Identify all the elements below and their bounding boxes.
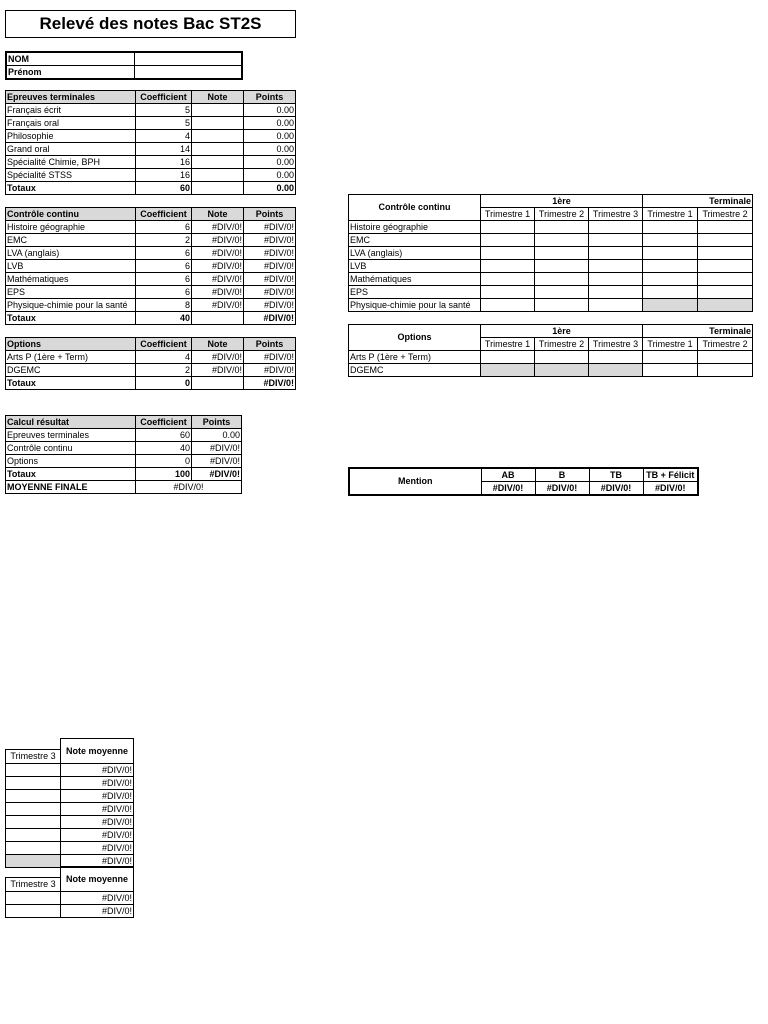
trim3-cell[interactable]: [6, 803, 61, 816]
table-row: [349, 260, 753, 273]
row-points: #DIV/0!: [192, 442, 242, 455]
grade-cell: [698, 299, 753, 312]
mention-table: [348, 467, 699, 496]
avg-value: #DIV/0!: [61, 803, 134, 816]
row-points: #DIV/0!: [192, 455, 242, 468]
table-row: [6, 842, 134, 855]
table-row: [6, 143, 296, 156]
table-row: [6, 234, 296, 247]
row-label: Grand oral: [6, 143, 136, 156]
opt-grid-trim: Trimestre 3: [589, 338, 643, 351]
row-note[interactable]: #DIV/0!: [192, 286, 244, 299]
controle-header-points: Points: [244, 208, 296, 221]
table-row: [349, 351, 753, 364]
grade-cell[interactable]: [698, 286, 753, 299]
avg-value: #DIV/0!: [61, 892, 134, 905]
row-coef: 5: [136, 117, 192, 130]
row-coef: 2: [136, 364, 192, 377]
identity-table: [5, 51, 243, 80]
row-label: Français oral: [6, 117, 136, 130]
row-points: #DIV/0!: [244, 234, 296, 247]
grade-cell[interactable]: [535, 351, 589, 364]
row-label: DGEMC: [6, 364, 136, 377]
total-note: [192, 312, 244, 325]
grade-cell[interactable]: [589, 221, 643, 234]
total-row: [6, 182, 296, 195]
grade-cell[interactable]: [535, 221, 589, 234]
table-row: [349, 221, 753, 234]
grid-row-label: Physique-chimie pour la santé: [349, 299, 481, 312]
row-points: #DIV/0!: [244, 299, 296, 312]
row-label: Français écrit: [6, 104, 136, 117]
grade-cell[interactable]: [535, 273, 589, 286]
row-coef: 4: [136, 351, 192, 364]
cc-grid-trim: Trimestre 1: [643, 208, 698, 221]
row-points: #DIV/0!: [244, 260, 296, 273]
row-label: Contrôle continu: [6, 442, 136, 455]
table-row: [6, 156, 296, 169]
row-points: #DIV/0!: [244, 351, 296, 364]
mention-value-ab: #DIV/0!: [481, 482, 535, 496]
grid-row-label: Histoire géographie: [349, 221, 481, 234]
table-row: [6, 273, 296, 286]
trim3-cell[interactable]: [6, 790, 61, 803]
row-label: Spécialité STSS: [6, 169, 136, 182]
row-points: #DIV/0!: [244, 364, 296, 377]
total-label: Totaux: [6, 468, 136, 481]
grade-cell[interactable]: [535, 286, 589, 299]
table-row: [6, 442, 242, 455]
table-row: [6, 892, 134, 905]
opt-grid-title: Options: [349, 325, 481, 351]
row-points: 0.00: [244, 104, 296, 117]
total-points: 0.00: [244, 182, 296, 195]
controle-table: [5, 207, 296, 325]
grade-cell[interactable]: [589, 247, 643, 260]
table-row: [6, 117, 296, 130]
trim3-cell[interactable]: [6, 816, 61, 829]
row-note[interactable]: [192, 169, 244, 182]
table-row: [6, 221, 296, 234]
grade-cell[interactable]: [481, 234, 535, 247]
row-note[interactable]: #DIV/0!: [192, 247, 244, 260]
total-points: #DIV/0!: [192, 468, 242, 481]
row-coef: 8: [136, 299, 192, 312]
grade-cell[interactable]: [481, 351, 535, 364]
table-row: [6, 364, 296, 377]
grid-row-label: LVA (anglais): [349, 247, 481, 260]
grade-cell[interactable]: [589, 260, 643, 273]
grade-cell[interactable]: [698, 364, 753, 377]
table-row: [6, 764, 134, 777]
row-points: 0.00: [244, 156, 296, 169]
row-coef: 6: [136, 260, 192, 273]
row-points: 0.00: [244, 169, 296, 182]
row-label: Philosophie: [6, 130, 136, 143]
prenom-label: Prénom: [6, 66, 134, 80]
total-coef: 40: [136, 312, 192, 325]
row-coef: 40: [136, 442, 192, 455]
row-coef: 16: [136, 156, 192, 169]
row-note[interactable]: #DIV/0!: [192, 364, 244, 377]
total-note: [192, 377, 244, 390]
row-note[interactable]: [192, 117, 244, 130]
row-note[interactable]: #DIV/0!: [192, 221, 244, 234]
row-note[interactable]: [192, 143, 244, 156]
grade-cell[interactable]: [535, 260, 589, 273]
table-row: [6, 260, 296, 273]
table-row: [349, 299, 753, 312]
total-row: [6, 468, 242, 481]
table-row: [6, 286, 296, 299]
table-row: [349, 273, 753, 286]
grade-cell[interactable]: [643, 247, 698, 260]
total-note: [192, 182, 244, 195]
row-points: 0.00: [244, 143, 296, 156]
mention-header-ab: AB: [481, 468, 535, 482]
total-coef: 100: [136, 468, 192, 481]
grade-cell[interactable]: [589, 273, 643, 286]
nom-input[interactable]: [134, 52, 242, 66]
total-coef: 0: [136, 377, 192, 390]
table-row: [6, 829, 134, 842]
row-label: Spécialité Chimie, BPH: [6, 156, 136, 169]
grade-cell: [535, 364, 589, 377]
avg-value: #DIV/0!: [61, 764, 134, 777]
row-label: Histoire géographie: [6, 221, 136, 234]
mention-header-tb: TB: [589, 468, 643, 482]
row-label: Epreuves terminales: [6, 429, 136, 442]
row-note[interactable]: #DIV/0!: [192, 299, 244, 312]
cc-avg-header: Note moyenne: [61, 739, 134, 764]
row-label: Mathématiques: [6, 273, 136, 286]
total-label: Totaux: [6, 182, 136, 195]
opt-avg-table: [5, 866, 134, 918]
cc-grid-year1: 1ère: [481, 195, 643, 208]
avg-value: #DIV/0!: [61, 855, 134, 868]
table-row: [6, 169, 296, 182]
row-label: Options: [6, 455, 136, 468]
grade-cell[interactable]: [643, 286, 698, 299]
row-points: #DIV/0!: [244, 273, 296, 286]
grade-cell[interactable]: [698, 260, 753, 273]
row-coef: 6: [136, 221, 192, 234]
total-label: Totaux: [6, 312, 136, 325]
epreuves-header-note: Note: [192, 91, 244, 104]
calcul-header-coef: Coefficient: [136, 416, 192, 429]
trim3-cell[interactable]: [6, 842, 61, 855]
grid-row-label: EPS: [349, 286, 481, 299]
row-coef: 6: [136, 286, 192, 299]
trim3-cell[interactable]: [6, 764, 61, 777]
table-row: [6, 816, 134, 829]
grid-row-label: DGEMC: [349, 364, 481, 377]
opt-grid-trim: Trimestre 2: [535, 338, 589, 351]
grade-cell[interactable]: [643, 221, 698, 234]
row-points: #DIV/0!: [244, 247, 296, 260]
row-coef: 6: [136, 273, 192, 286]
trim3-cell[interactable]: [6, 905, 61, 918]
grade-cell: [643, 299, 698, 312]
opt-grid-year2: Terminale: [643, 325, 753, 338]
mention-value-tbf: #DIV/0!: [643, 482, 698, 496]
options-header-points: Points: [244, 338, 296, 351]
total-coef: 60: [136, 182, 192, 195]
table-row: [6, 777, 134, 790]
cc-grid-title: Contrôle continu: [349, 195, 481, 221]
total-points: #DIV/0!: [244, 312, 296, 325]
row-coef: 0: [136, 455, 192, 468]
total-points: #DIV/0!: [244, 377, 296, 390]
table-row: [6, 351, 296, 364]
row-note[interactable]: #DIV/0!: [192, 273, 244, 286]
mention-header-tbf: TB + Félicit: [643, 468, 698, 482]
row-label: Physique-chimie pour la santé: [6, 299, 136, 312]
calcul-header-points: Points: [192, 416, 242, 429]
grade-cell[interactable]: [481, 286, 535, 299]
mention-value-b: #DIV/0!: [535, 482, 589, 496]
total-row: [6, 312, 296, 325]
row-coef: 2: [136, 234, 192, 247]
grade-cell[interactable]: [481, 260, 535, 273]
grade-cell[interactable]: [643, 351, 698, 364]
cc-grid-table: [348, 194, 753, 312]
opt-avg-trim-header: Trimestre 3: [6, 878, 61, 892]
avg-value: #DIV/0!: [61, 905, 134, 918]
grade-cell[interactable]: [698, 247, 753, 260]
table-row: [6, 429, 242, 442]
grade-cell[interactable]: [535, 247, 589, 260]
cc-grid-trim: Trimestre 2: [698, 208, 753, 221]
grade-cell[interactable]: [535, 234, 589, 247]
grade-cell[interactable]: [643, 234, 698, 247]
row-note[interactable]: #DIV/0!: [192, 234, 244, 247]
trim3-cell[interactable]: [6, 777, 61, 790]
row-label: LVB: [6, 260, 136, 273]
epreuves-header-label: Epreuves terminales: [6, 91, 136, 104]
mention-value-tb: #DIV/0!: [589, 482, 643, 496]
row-label: LVA (anglais): [6, 247, 136, 260]
row-note[interactable]: [192, 156, 244, 169]
row-coef: 60: [136, 429, 192, 442]
opt-grid-year1: 1ère: [481, 325, 643, 338]
final-value: #DIV/0!: [136, 481, 242, 494]
row-coef: 6: [136, 247, 192, 260]
grid-row-label: Mathématiques: [349, 273, 481, 286]
row-label: EPS: [6, 286, 136, 299]
controle-header-label: Contrôle continu: [6, 208, 136, 221]
nom-label: NOM: [6, 52, 134, 66]
epreuves-header-coef: Coefficient: [136, 91, 192, 104]
row-coef: 5: [136, 104, 192, 117]
row-points: 0.00: [192, 429, 242, 442]
grade-cell[interactable]: [589, 299, 643, 312]
grid-row-label: Arts P (1ère + Term): [349, 351, 481, 364]
trim3-cell[interactable]: [6, 892, 61, 905]
cc-avg-trim-header: Trimestre 3: [6, 750, 61, 764]
cc-grid-trim: Trimestre 3: [589, 208, 643, 221]
grade-cell[interactable]: [589, 351, 643, 364]
avg-value: #DIV/0!: [61, 829, 134, 842]
grade-cell: [589, 364, 643, 377]
grade-cell[interactable]: [643, 260, 698, 273]
table-row: [6, 247, 296, 260]
opt-grid-trim: Trimestre 1: [481, 338, 535, 351]
final-label: MOYENNE FINALE: [6, 481, 136, 494]
cc-grid-year2: Terminale: [643, 195, 753, 208]
cc-avg-table: [5, 738, 134, 868]
total-row: [6, 377, 296, 390]
trim3-cell[interactable]: [6, 829, 61, 842]
prenom-input[interactable]: [134, 66, 242, 80]
row-coef: 14: [136, 143, 192, 156]
cc-grid-trim: Trimestre 2: [535, 208, 589, 221]
table-row: [349, 364, 753, 377]
table-row: [349, 234, 753, 247]
row-note[interactable]: #DIV/0!: [192, 260, 244, 273]
grade-cell[interactable]: [535, 299, 589, 312]
opt-grid-table: [348, 324, 753, 377]
grade-cell[interactable]: [698, 234, 753, 247]
mention-header-b: B: [535, 468, 589, 482]
calcul-header-label: Calcul résultat: [6, 416, 136, 429]
table-row: [349, 247, 753, 260]
avg-value: #DIV/0!: [61, 777, 134, 790]
grade-cell[interactable]: [481, 273, 535, 286]
calcul-table: [5, 415, 242, 494]
row-note[interactable]: #DIV/0!: [192, 351, 244, 364]
row-note[interactable]: [192, 104, 244, 117]
avg-value: #DIV/0!: [61, 790, 134, 803]
table-row: [6, 790, 134, 803]
grade-cell[interactable]: [698, 351, 753, 364]
grade-cell[interactable]: [643, 364, 698, 377]
grade-cell[interactable]: [589, 286, 643, 299]
opt-grid-trim: Trimestre 2: [698, 338, 753, 351]
table-row: [6, 455, 242, 468]
cc-grid-trim: Trimestre 1: [481, 208, 535, 221]
options-header-coef: Coefficient: [136, 338, 192, 351]
row-points: 0.00: [244, 117, 296, 130]
mention-label: Mention: [349, 468, 481, 495]
controle-header-coef: Coefficient: [136, 208, 192, 221]
avg-value: #DIV/0!: [61, 816, 134, 829]
opt-avg-header: Note moyenne: [61, 867, 134, 892]
row-note[interactable]: [192, 130, 244, 143]
total-label: Totaux: [6, 377, 136, 390]
grade-cell[interactable]: [481, 221, 535, 234]
row-label: Arts P (1ère + Term): [6, 351, 136, 364]
page-title: Relevé des notes Bac ST2S: [5, 10, 296, 38]
table-row: [349, 286, 753, 299]
table-row: [6, 905, 134, 918]
grade-cell[interactable]: [698, 273, 753, 286]
table-row: [6, 299, 296, 312]
grid-row-label: EMC: [349, 234, 481, 247]
opt-grid-trim: Trimestre 1: [643, 338, 698, 351]
row-points: 0.00: [244, 130, 296, 143]
avg-value: #DIV/0!: [61, 842, 134, 855]
options-table: [5, 337, 296, 390]
grade-cell: [481, 364, 535, 377]
grid-row-label: LVB: [349, 260, 481, 273]
grade-cell[interactable]: [643, 273, 698, 286]
table-row: [6, 104, 296, 117]
table-row: [6, 130, 296, 143]
row-points: #DIV/0!: [244, 286, 296, 299]
options-header-note: Note: [192, 338, 244, 351]
grade-cell[interactable]: [698, 221, 753, 234]
controle-header-note: Note: [192, 208, 244, 221]
grade-cell[interactable]: [481, 299, 535, 312]
options-header-label: Options: [6, 338, 136, 351]
epreuves-table: [5, 90, 296, 195]
row-coef: 4: [136, 130, 192, 143]
table-row: [6, 803, 134, 816]
row-points: #DIV/0!: [244, 221, 296, 234]
epreuves-header-points: Points: [244, 91, 296, 104]
grade-cell[interactable]: [589, 234, 643, 247]
grade-cell[interactable]: [481, 247, 535, 260]
row-label: EMC: [6, 234, 136, 247]
row-coef: 16: [136, 169, 192, 182]
